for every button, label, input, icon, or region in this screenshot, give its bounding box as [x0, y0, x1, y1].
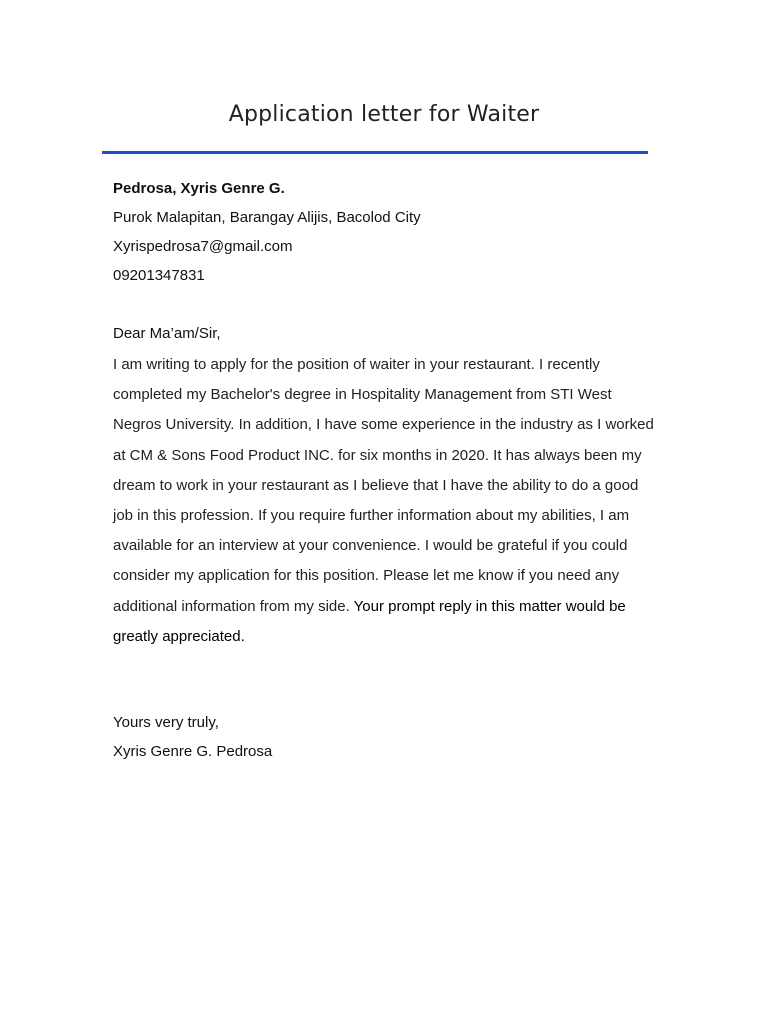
- salutation: Dear Ma’am/Sir,: [113, 325, 221, 342]
- title-underline: [102, 151, 648, 154]
- spacer: [113, 652, 658, 710]
- sender-email: Xyrispedrosa7@gmail.com: [113, 238, 293, 255]
- letter-body: [113, 350, 658, 652]
- complimentary-close: Yours very truly,: [113, 714, 219, 732]
- letter-body-main: I am writing to apply for the position of waiter in your restaurant. I recently completed my Bachelor's degree in Hospitality Management from STI West Negros University. In addition, I have some experience in the industry as I worked at CM & Sons Food Product INC. for six months in 2020. It has always been my dream to work in your restaurant as I believe that I have the ability to do a good job in this profession. If you require further information about my abilities, I am available for an interview at your convenience. I would be grateful if you could consider my application for this position. Please let me know if you need any additional information from my side.: [113, 356, 654, 615]
- letter-body-closing: Your prompt reply in this matter would be greatly appreciated.: [113, 597, 626, 645]
- sender-phone: 09201347831: [113, 267, 205, 284]
- letter-content: [113, 176, 658, 768]
- document-title: Application letter for Waiter: [228, 102, 540, 127]
- sender-name: Pedrosa, Xyris Genre G.: [113, 180, 285, 197]
- signature: Xyris Genre G. Pedrosa: [113, 743, 273, 761]
- spacer: [113, 292, 658, 321]
- sender-address: Purok Malapitan, Barangay Alijis, Bacolod City: [113, 209, 421, 226]
